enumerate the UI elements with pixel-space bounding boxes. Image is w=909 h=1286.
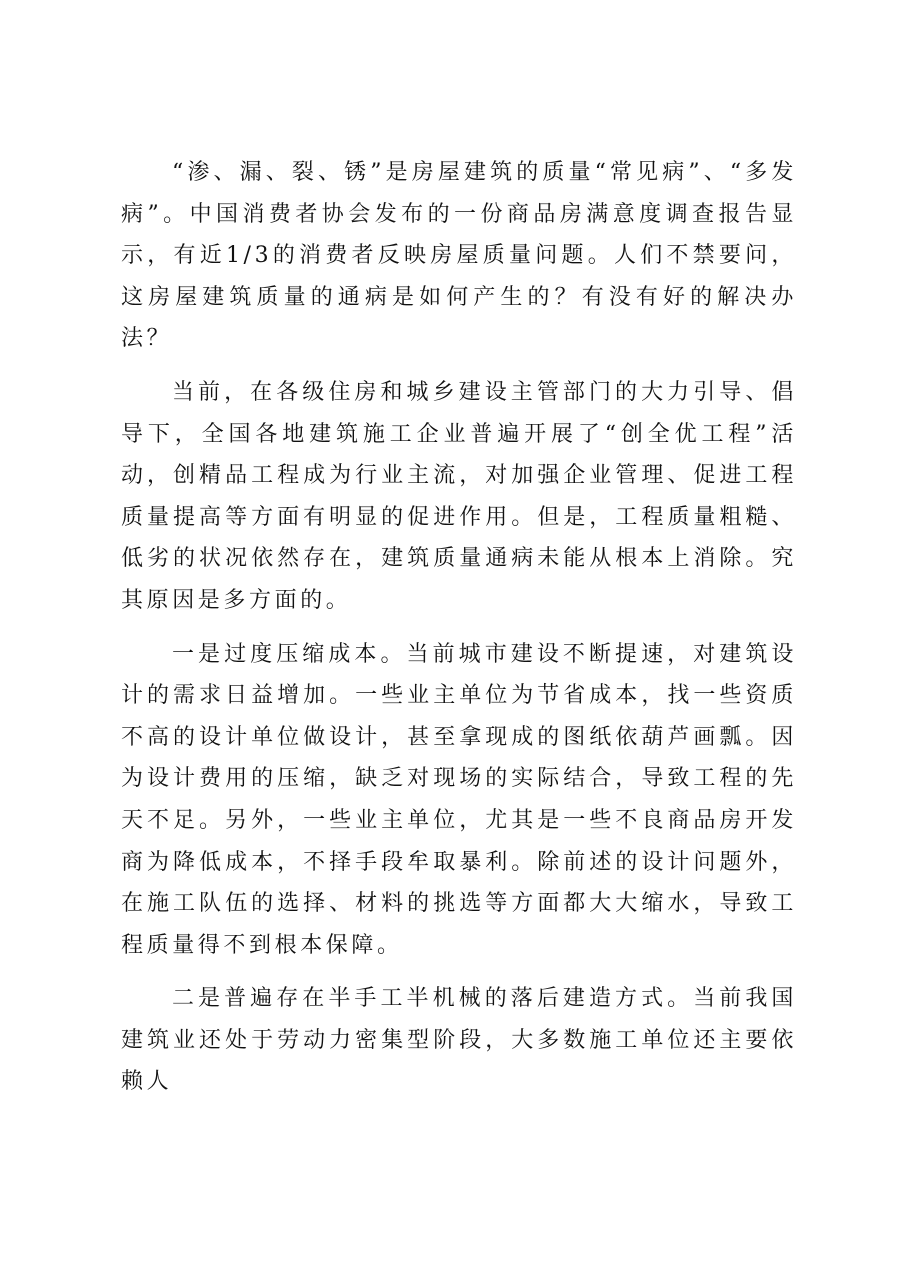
paragraph-1: “渗、漏、裂、锈”是房屋建筑的质量“常见病”、“多发病”。中国消费者协会发布的一份商品房满意度调查报告显示，有近1/3的消费者反映房屋质量问题。人们不禁要问，这房屋建筑质量的通病是如何产生的？有没有好的解决办法？	[121, 160, 797, 352]
paragraph-3: 一是过度压缩成本。当前城市建设不断提速，对建筑设计的需求日益增加。一些业主单位为节省成本，找一些资质不高的设计单位做设计，甚至拿现成的图纸依葫芦画瓢。因为设计费用的压缩，缺乏对现场的实际结合，导致工程的先天不足。另外，一些业主单位，尤其是一些不良商品房开发商为降低成本，不择手段牟取暴利。除前述的设计问题外，在施工队伍的选择、材料的挑选等方面都大大缩水，导致工程质量得不到根本保障。	[121, 641, 797, 958]
paragraph-2: 当前，在各级住房和城乡建设主管部门的大力引导、倡导下，全国各地建筑施工企业普遍开展了“创全优工程”活动，创精品工程成为行业主流，对加强企业管理、促进工程质量提高等方面有明显的促进作用。但是，工程质量粗糙、低劣的状况依然存在，建筑质量通病未能从根本上消除。究其原因是多方面的。	[121, 379, 797, 613]
paragraph-4: 二是普遍存在半手工半机械的落后建造方式。当前我国建筑业还处于劳动力密集型阶段，大多数施工单位还主要依赖人	[121, 986, 797, 1095]
document-body	[121, 152, 797, 1115]
